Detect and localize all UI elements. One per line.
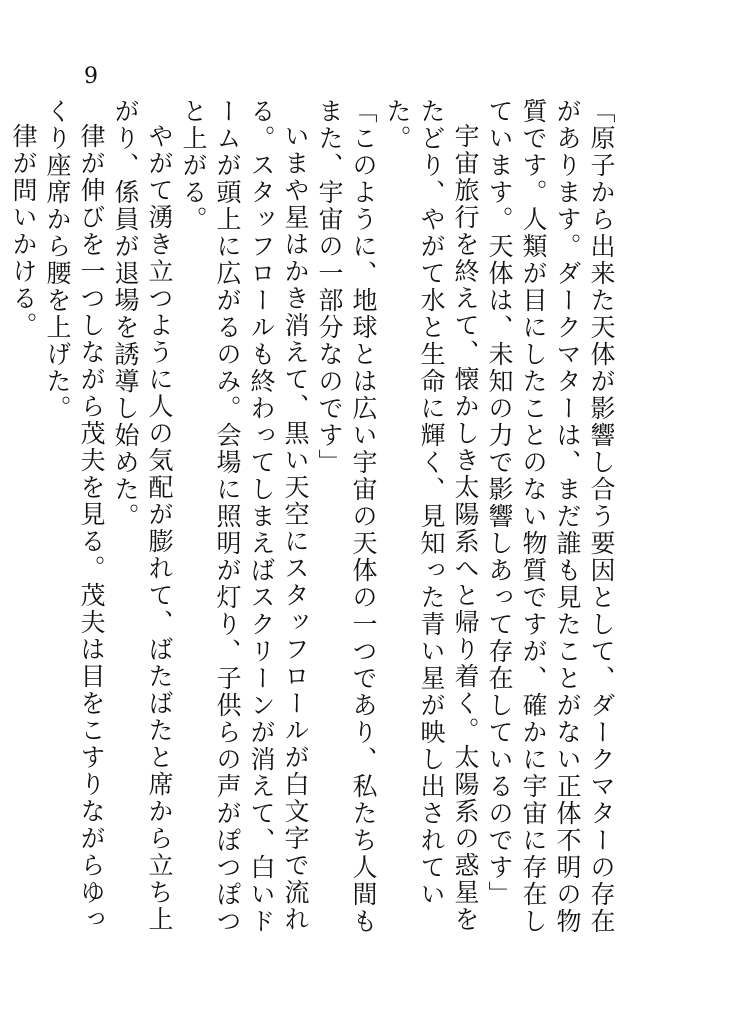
paragraph-1: 「原子から出来た天体が影響し合う要因として、ダークマターの存在があります。ダークマターは、まだ誰も見たことがない正体不明の物質です。人類が目にしたことのない物質ですが、確かに宇宙に存在しています。天体は、未知の力で影響しあって存在しているのです」 — [485, 98, 616, 935]
paragraph-5: やがて湧き立つように人の気配が膨れて、ばたばたと席から立ち上がり、係員が退場を誘導し始めた。 — [111, 98, 174, 933]
paragraph-6: 律が伸びを一つしながら茂夫を見る。茂夫は目をこすりながらゆっくり座席から腰を上げた。 — [43, 98, 106, 933]
novel-text-body — [6, 98, 618, 958]
paragraph-3: 「このように、地球とは広い宇宙の天体の一つであり、私たち人間もまた、宇宙の一部分なのです」 — [315, 98, 378, 935]
paragraph-2: 宇宙旅行を終えて、懐かしき太陽系へと帰り着く。太陽系の惑星をたどり、やがて水と生命に輝く、見知った青い星が映し出されていた。 — [383, 98, 480, 933]
paragraph-4: いまや星はかき消えて、黒い天空にスタッフロールが白文字で流れる。スタッフロールも終わってしまえばスクリーンが消えて、白いドームが頭上に広がるのみ。会場に照明が灯り、子供らの声がぽつぽつと上がる。 — [179, 98, 310, 935]
page-number: 9 — [84, 64, 98, 89]
paragraph-7: 律が問いかける。 — [9, 123, 38, 339]
